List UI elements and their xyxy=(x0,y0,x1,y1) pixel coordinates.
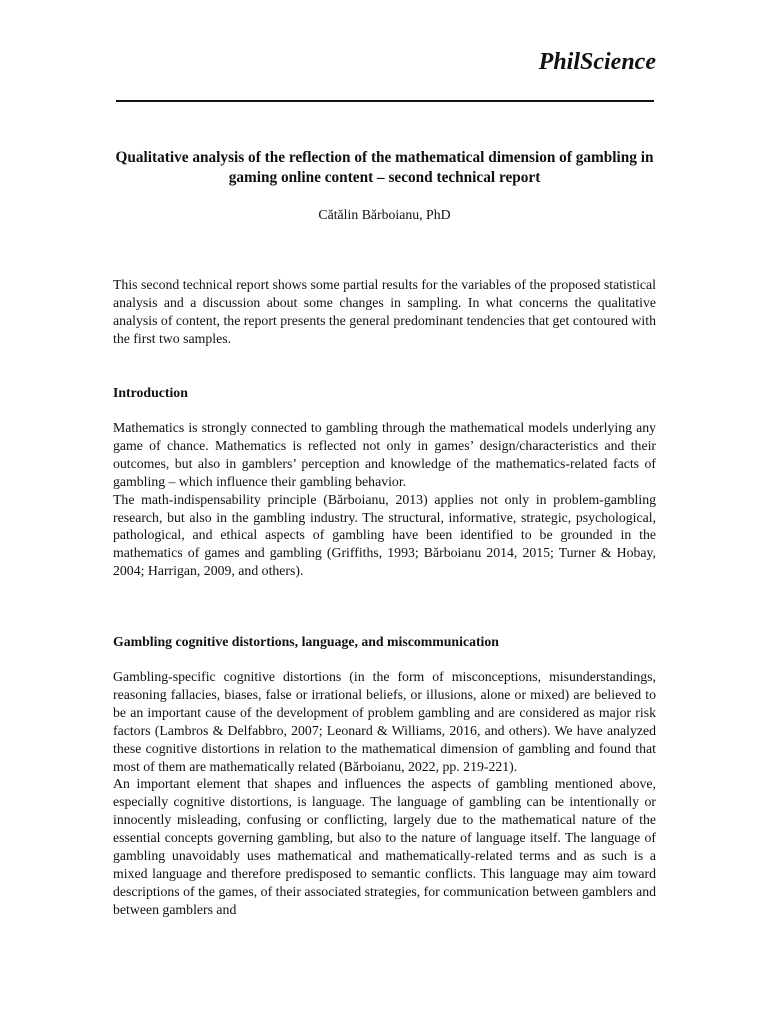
abstract xyxy=(113,276,656,348)
header-rule xyxy=(116,100,654,102)
section-body-cognitive-distortions xyxy=(113,668,656,919)
abstract-paragraph: This second technical report shows some partial results for the variables of the proposed statistical analysis and a discussion about some changes in sampling. In what concerns the qualitative analysis of content, the report presents the general predominant tendencies that get contoured with the first two samples. xyxy=(113,277,656,346)
section-body-introduction xyxy=(113,419,656,580)
paragraph: Gambling-specific cognitive distortions (in the form of misconceptions, misunderstandings, reasoning fallacies, biases, false or irrational beliefs, or illusions, alone or mixed) are believed to be an important cause of the development of problem gambling and are considered as major risk factors (Lambros & Delfabbro, 2007; Leonard & Williams, 2016, and others). We have analyzed these cognitive distortions in relation to the mathematical dimension of gambling and found that most of them are mathematically related (Bărboianu, 2022, pp. 219-221). xyxy=(113,669,656,774)
section-heading-introduction: Introduction xyxy=(113,385,188,400)
paragraph: Mathematics is strongly connected to gambling through the mathematical models underlying any game of chance. Mathematics is reflected not only in games’ design/characteristics and their outcomes, but also in gamblers’ perception and knowledge of the mathematics-related facts of gambling – which influence their gambling behavior. xyxy=(113,420,656,489)
section-heading-cognitive-distortions: Gambling cognitive distortions, language, and miscommunication xyxy=(113,634,499,649)
journal-name: PhilScience xyxy=(538,49,656,75)
paragraph: The math-indispensability principle (Bărboianu, 2013) applies not only in problem-gambling research, but also in the gambling industry. The structural, informative, strategic, psychological, pathological, and ethical aspects of gambling have been identified to be grounded in the mathematics of games and gambling (Griffiths, 1993; Bărboianu 2014, 2015; Turner & Hobay, 2004; Harrigan, 2009, and others). xyxy=(113,491,656,579)
document-page xyxy=(113,0,656,1024)
article-author: Cătălin Bărboianu, PhD xyxy=(318,207,451,222)
paragraph: An important element that shapes and influences the aspects of gambling mentioned above, especially cognitive distortions, is language. The language of gambling can be intentionally or innocently misleading, confusing or conflicting, largely due to the mathematical nature of the essential concepts governing gambling, but also to the nature of language itself. The language of gambling unavoidably uses mathematical and mathematically-related terms and as such is a mixed language and therefore predisposed to semantic conflicts. This language may aim toward descriptions of the games, of their associated strategies, for communication between gamblers and between gamblers and xyxy=(113,776,656,917)
article-title: Qualitative analysis of the reflection of the mathematical dimension of gambling in gaming online content – second technical report xyxy=(115,149,654,186)
